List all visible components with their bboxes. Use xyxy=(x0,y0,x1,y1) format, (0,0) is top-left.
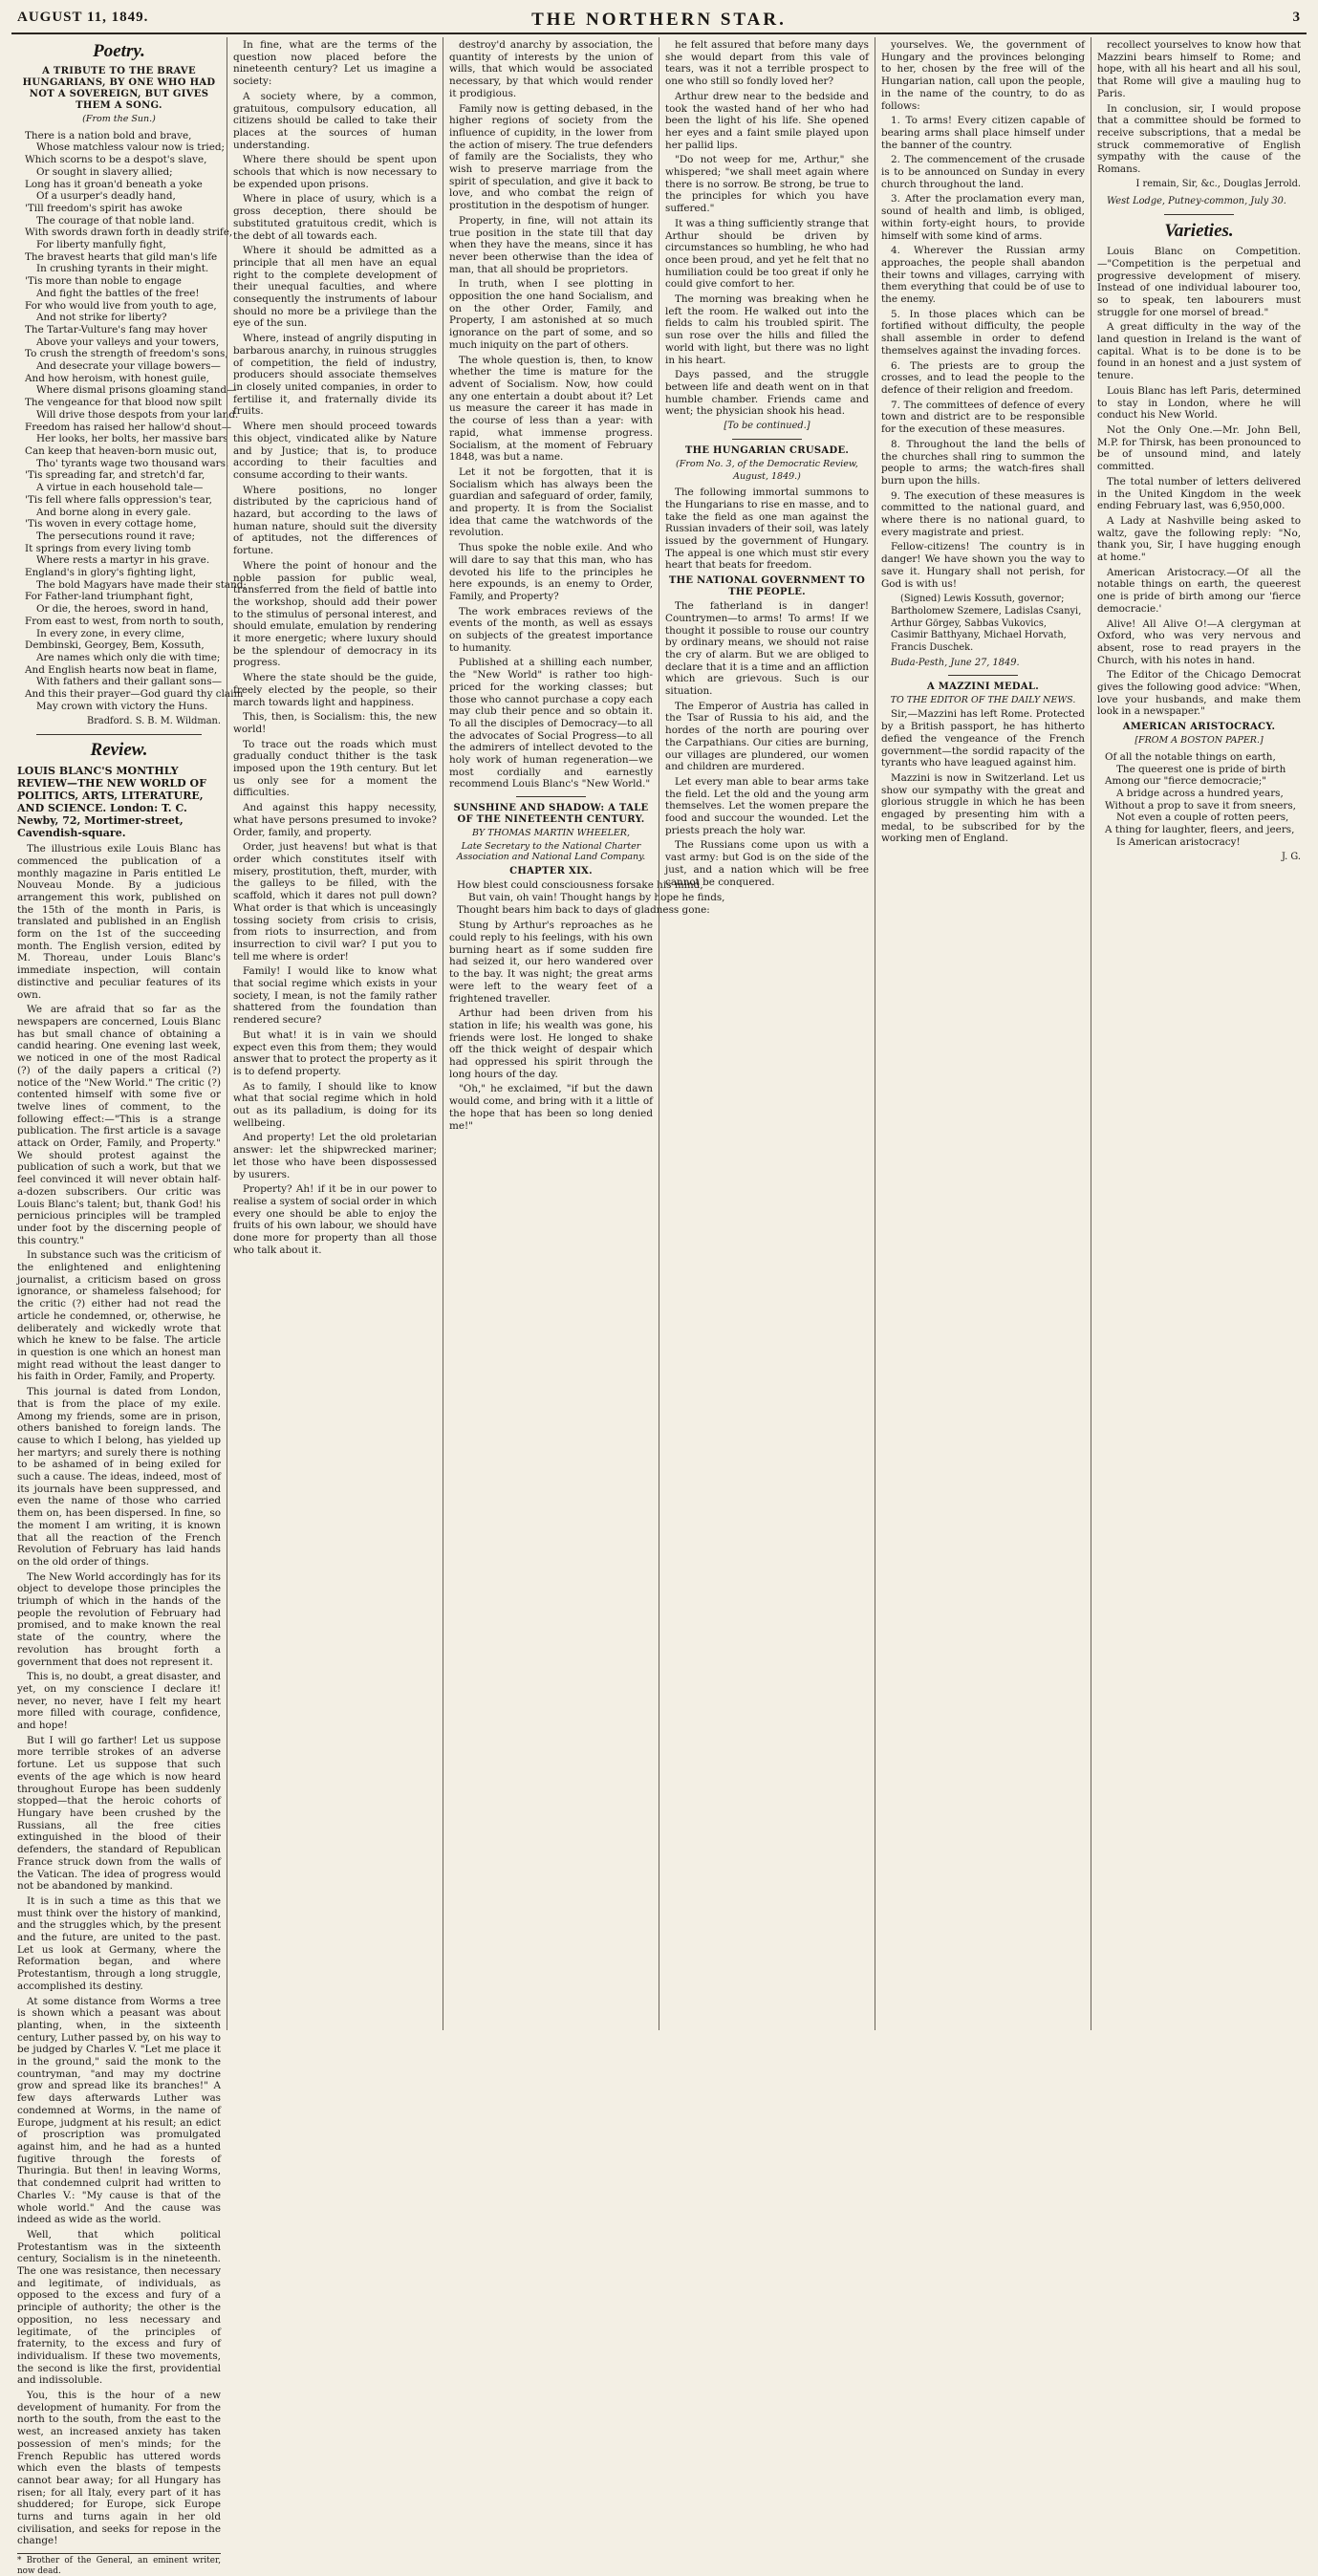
paragraph: Where in place of usury, which is a gross deception, there should be substituted gratuitous credit, which is the debt of all towards each. xyxy=(233,193,437,242)
newspaper-title: THE NORTHERN STAR. xyxy=(531,10,787,30)
proclamation-dateline: Buda-Pesth, June 27, 1849. xyxy=(891,657,1020,668)
poem-line: Which scorns to be a despot's slave, xyxy=(25,154,207,166)
variety-item: Louis Blanc has left Paris, determined to stay in London, where he will conduct his New World. xyxy=(1097,384,1301,422)
varieties-heading: Varieties. xyxy=(1164,221,1234,242)
poem-line: A bridge across a hundred years, xyxy=(1116,787,1284,799)
story-byline-affiliation: Late Secretary to the National Charter Association and National Land Company. xyxy=(456,841,646,863)
paragraph: In fine, what are the terms of the question now placed before the nineteenth century? Let us imagine a society: xyxy=(233,39,437,88)
proclamation-continued xyxy=(881,39,1085,538)
poetry-heading: Poetry. xyxy=(93,41,145,61)
paragraph: As to family, I should like to know what that social regime which in hold out as its palladium, is doing for its wellbeing. xyxy=(233,1080,437,1129)
paragraph: 7. The committees of defence of every town and district are to be responsible for the execution of these measures. xyxy=(881,399,1085,436)
column-6 xyxy=(1091,37,1307,2030)
paragraph: "Oh," he exclaimed, "if but the dawn would come, and bring with it a little of the hope that has been so long denied me!" xyxy=(449,1083,653,1132)
story-body xyxy=(449,920,653,1132)
variety-item: Alive! All Alive O!—A clergyman at Oxford, who was very nervous and absent, rose to read prayers in the Church, with his notes in hand. xyxy=(1097,617,1301,666)
letter-signature: I remain, Sir, &c., Douglas Jerrold. xyxy=(1135,178,1301,189)
paragraph: Let every man able to bear arms take the field. Let the old and the young arm themselves. Let the women prepare the food and succour the wounded. Let the priests preach the holy war. xyxy=(665,775,869,836)
paragraph: Days passed, and the struggle between life and death went on in that humble chamber. Friends came and went; the physician shook his head. xyxy=(665,369,869,418)
review-title: LOUIS BLANC'S MONTHLY REVIEW—THE NEW WORLD OF POLITICS, ARTS, LITERATURE, AND SCIENCE. London: T. C. Newby, 72, Mortimer-street, Cavendish-square. xyxy=(17,765,206,840)
poem-line: 'Tis woven in every cottage home, xyxy=(25,518,197,530)
paragraph: In substance such was the criticism of the enlightened and enlightening journalist, a criticism based on gross ignorance, or shameless falsehood; for the critic (?) either had not read the article he condemned, or, otherwise, he deliberately and wickedly wrote that which he knew to be false. The article in question is one which an honest man might read without the least danger to his faith in Order, Family, and Property. xyxy=(17,1249,221,1383)
epigraph-line: Thought bears him back to days of gladness gone: xyxy=(457,903,710,916)
paragraph: Where, instead of angrily disputing in barbarous anarchy, in ruinous struggles of competition, the field of industry, producers should associate themselves in closely united companies, in order to fertilise it, and fraternally divide its fruits. xyxy=(233,333,437,418)
paragraph: The morning was breaking when he left the room. He walked out into the fields to calm his troubled spirit. The sun rose over the hills and filled the world with light, but there was no light in his heart. xyxy=(665,293,869,366)
poem-line: In every zone, in every clime, xyxy=(36,627,184,639)
paragraph: 9. The execution of these measures is committed to the national guard, and where there is no national guard, to every magistrate and priest. xyxy=(881,489,1085,538)
poem-line: For liberty manfully fight, xyxy=(36,239,166,251)
paragraph: In truth, when I see plotting in opposition the one hand Socialism, and on the other Order, Family, and Property, I am astonished at so much ignorance on the part of some, and so much iniquity on the part of others. xyxy=(449,278,653,351)
paragraph: Family! I would like to know what that social regime which exists in your society, I mean, is not the family rather shattered from the foundation than rendered secure? xyxy=(233,965,437,1027)
poem-line: And English hearts now beat in flame, xyxy=(25,663,218,676)
paragraph: Family now is getting debased, in the higher regions of society from the influence of cupidity, in the lower from the action of misery. The true defenders of family are the Socialists, they who wish to preserve marriage from the spirit of speculation, and give it back to love, and who combat the reign of prostitution in the despotism of hunger. xyxy=(449,102,653,212)
paragraph: At some distance from Worms a tree is shown which a peasant was about planting, when, in the sixteenth century, Luther passed by, on his way to be judged by Charles V. "Let me place it in the ground," said the monk to the countryman, "and may my doctrine grow and spread like its branches!" A few days afterwards Luther was condemned at Worms, in the name of Europe, judgment at his result; an edict of proscription was promulgated against him, and he had as a hunted fugitive through the forests of Thuringia. But then! in leaving Worms, that condemned culprit had written to Charles V.: "My cause is that of the whole world." And the cause was indeed as wide as the world. xyxy=(17,1995,221,2226)
paragraph: You, this is the hour of a new development of humanity. For from the north to the south, from the east to the west, an increased anxiety has taken possession of men's minds; for the French Republic has uttered words which even the blasts of tempests cannot bear away; for all Hungary has risen; for all Italy, every part of it has shuddered; for Europe, sick Europe turns and turns again in her old civilisation, and seeks for repose in the change! xyxy=(17,2390,221,2547)
aristocracy-poem-source: [FROM A BOSTON PAPER.] xyxy=(1134,735,1264,747)
poem-line: Her looks, her bolts, her massive bars xyxy=(36,433,228,445)
paragraph: 5. In those places which can be fortified without difficulty, the people shall assemble in order to defend themselves against the invading forces. xyxy=(881,308,1085,357)
paragraph: This is, no doubt, a great disaster, and yet, on my conscience I declare it! never, no never, have I felt my heart more filled with courage, confidence, and hope! xyxy=(17,1671,221,1732)
paragraph: But what! it is in vain we should expect even this from them; they would answer that to protect the property as it is to defend property. xyxy=(233,1028,437,1077)
government-proclamation-body xyxy=(665,600,869,888)
poem-line: A thing for laughter, fleers, and jeers, xyxy=(1105,824,1295,836)
paragraph: A society where, by a common, gratuitous, compulsory education, all citizens should be called to take their places at the sources of human understanding. xyxy=(233,90,437,151)
story-epigraph xyxy=(457,879,725,916)
paragraph: 2. The commencement of the crusade is to be announced on Sunday in every church throughout the land. xyxy=(881,154,1085,190)
paragraph: destroy'd anarchy by association, the quantity of interests by the union of wills, that which would be associated necessary, by that which would render it prodigious. xyxy=(449,39,653,99)
story-title: SUNSHINE AND SHADOW: A TALE OF THE NINETEENTH CENTURY. xyxy=(453,803,649,826)
paragraph: Order, just heavens! but what is that order which constitutes itself with misery, prostitution, theft, murder, with the galleys to be filled, with the scaffold, which it dares not pull down? What order is that which is unceasingly tossing society from crisis to crisis, from riots to insurrection, and from insurrection to civil war? I put you to tell me where is order! xyxy=(233,841,437,963)
paragraph: It was a thing sufficiently strange that Arthur should be driven by circumstances so humbling, he who had once been proud, and yet he felt that no humiliation could be too great if only he could give comfort to her. xyxy=(665,217,869,291)
signature-line: (Signed) Lewis Kossuth, governor; Bartholomew Szemere, Ladislas Csanyi, Arthur Görgey, Sabbas Vukovics, Casimir Batthyany, Michael Horvath, Francis Duschek. xyxy=(891,594,1082,654)
divider xyxy=(1164,214,1234,215)
divider xyxy=(516,796,586,797)
poem-line: And desecrate your village bowers— xyxy=(36,360,221,373)
variety-item: A great difficulty in the way of the land question in Ireland is the want of capital. What is to be done is to be found in an honest and a just system of tenure. xyxy=(1097,321,1301,382)
review-conclusion xyxy=(449,39,653,790)
poem-line: Long has it groan'd beneath a yoke xyxy=(25,178,203,190)
poem-line: For Father-land triumphant fight, xyxy=(25,591,193,603)
poem-line: A virtue in each household tale— xyxy=(36,482,204,494)
paragraph: The illustrious exile Louis Blanc has commenced the publication of a monthly magazine in Paris entitled Le Nouveau Monde. By a judicious arrangement this work, published on the 15th of the month in Paris, is translated and published in an English form on the 1st of the succeeding month. The English version, edited by M. Thoreau, under Louis Blanc's immediate inspection, will contain distinctive and peculiar features of its own. xyxy=(17,843,221,1001)
paragraph: Let it not be forgotten, that it is Socialism which has always been the guardian and safeguard of order, family, and property. It is from the Socialist idea that came the watchwords of the revolution. xyxy=(449,465,653,539)
paragraph: The work embraces reviews of the events of the month, as well as essays on subjects of the greatest importance to humanity. xyxy=(449,605,653,654)
poem-line: And fight the battles of the free! xyxy=(36,287,200,299)
variety-item: A Lady at Nashville being asked to waltz, gave the following reply: "No, thank you, Sir, I have hugging enough at home." xyxy=(1097,514,1301,564)
poem-line: Are names which only die with time; xyxy=(36,651,221,663)
crusade-source: (From No. 3, of the Democratic Review, August, 1849.) xyxy=(676,458,858,482)
story-chapter: CHAPTER XIX. xyxy=(509,866,593,877)
poem-line: The Tartar-Vulture's fang may hover xyxy=(25,323,207,336)
poem-line: For who would live from youth to age, xyxy=(25,299,217,312)
paragraph: 8. Throughout the land the bells of the churches shall ring to summon the people to arms; the watch-fires shall burn upon the hills. xyxy=(881,438,1085,487)
poem-signature: Bradford. S. B. M. Wildman. xyxy=(87,716,221,727)
poem-line: May crown with victory the Huns. xyxy=(36,700,208,712)
poem-line: It springs from every living tomb xyxy=(25,542,191,554)
paragraph: he felt assured that before many days she would depart from this vale of tears, was it not a terrible prospect to one who still so fondly loved her? xyxy=(665,39,869,88)
poem-line: 'Till freedom's spirit has awoke xyxy=(25,202,183,214)
paragraph: 6. The priests are to group the crosses, and to lead the people to the defence of their religion and freedom. xyxy=(881,359,1085,396)
epigraph-line: But vain, oh vain! Thought hangs by hope he finds, xyxy=(468,891,725,903)
mazzini-letter xyxy=(881,708,1085,845)
paragraph: In conclusion, sir, I would propose that a committee should be formed to receive subscriptions, that a medal be struck commemorative of English sympathy with the cause of the Romans. xyxy=(1097,102,1301,176)
paragraph: The fatherland is in danger! Countrymen—to arms! To arms! If we thought it possible to rouse our country by ordinary means, we should not raise the cry of alarm. But we are obliged to declare that it is a time and an affliction which are grievous. Such is our situation. xyxy=(665,600,869,698)
poem-line: Without a prop to save it from sneers, xyxy=(1105,799,1296,812)
poem-source: (From the Sun.) xyxy=(82,114,156,124)
poem-line: Will drive those despots from your land. xyxy=(36,408,239,421)
divider xyxy=(732,439,802,440)
review-continued xyxy=(233,39,437,1257)
poem-line: The persecutions round it rave; xyxy=(36,530,195,542)
poem-line: With fathers and their gallant sons— xyxy=(36,676,222,688)
poem-line: Of a usurper's deadly hand, xyxy=(36,190,176,203)
poem-line: Tho' tyrants wage two thousand wars. xyxy=(36,457,229,469)
paragraph: yourselves. We, the government of Hungary and the provinces belonging to her, chosen by the free will of the Hungarian nation, call upon the people, in the name of the country, to do as follows: xyxy=(881,39,1085,112)
paragraph: Where it should be admitted as a principle that all men have an equal right to the complete development of their unequal faculties, and where consequently the instruments of labour should no more be a privilege than the eye of the sun. xyxy=(233,245,437,330)
column-3 xyxy=(443,37,725,2030)
paragraph: We are afraid that so far as the newspapers are concerned, Louis Blanc has but small chance of obtaining a candid hearing. One evening last week, we noticed in one of the most Radical (?) of the daily papers a critical (?) notice of the "New World." The critic (?) contented himself with some five or twelve lines of comment, to the following effect:—"This is a strange publication. The first article is a savage attack on Order, Family, and Property." We should protest against the publication of such a work, but that we feel convinced it will never obtain half-a-dozen subscribers. Our critic was Louis Blanc's talent; but, thank God! his pernicious principles will be trampled under foot by the discerning people of this country." xyxy=(17,1004,221,1246)
paragraph: Sir,—Mazzini has left Rome. Protected by a British passport, he has hitherto defied the vengeance of the French government—the sordid rapacity of the tyrants who have leagued against him. xyxy=(881,708,1085,769)
poem-line: And how heroism, with honest guile, xyxy=(25,372,209,384)
proclamation-closing: Fellow-citizens! The country is in danger! We have shown you the way to save it. Hungary shall not perish, for God is with us! xyxy=(881,541,1085,590)
varieties-list xyxy=(1097,246,1301,718)
poem-line: Of all the notable things on earth, xyxy=(1105,750,1276,763)
divider xyxy=(948,675,1018,676)
poem-line: 'Tis spreading far, and stretch'd far, xyxy=(25,469,205,482)
paragraph: The whole question is, then, to know whether the time is mature for the advent of Socialism. Now, how could any one entertain a doubt about it? Let us measure the career it has made in the course of less than a year: with rapid, what immense progress. Socialism, at the moment of February 1848, was but a name. xyxy=(449,354,653,464)
paragraph: "Do not weep for me, Arthur," she whispered; "we shall meet again where there is no sorrow. Be strong, be true to the principles for which you have suffered." xyxy=(665,154,869,215)
variety-item: Louis Blanc on Competition.—"Competition is the perpetual and progressive development of misery. Instead of one individual labourer too, so to speak, ten labourers must struggle for one morsel of bread." xyxy=(1097,246,1301,318)
poem-line: England's in glory's fighting light, xyxy=(25,567,197,579)
variety-item: The total number of letters delivered in the United Kingdom in the week ending February last, was 6,950,000. xyxy=(1097,475,1301,512)
poem-line: There is a nation bold and brave, xyxy=(25,129,192,141)
masthead xyxy=(11,6,1307,34)
paragraph: Where the point of honour and the noble passion for public weal, transferred from the field of battle into the workshop, should add their power to the stimulus of personal interest, and should emulate, emulation by rendering it more energetic; where luxury should be the splendour of democracy in its progress. xyxy=(233,559,437,669)
epigraph-line: How blest could consciousness forsake his mind, xyxy=(457,879,703,892)
poem-line: The bravest hearts that gild man's life xyxy=(25,250,218,263)
poem-line: The bold Magyars have made their stand; xyxy=(36,578,247,591)
poem-line: 'Tis more than noble to engage xyxy=(25,275,182,288)
poem-line: Among our "fierce democracie;" xyxy=(1105,775,1267,788)
paragraph: 4. Wherever the Russian army approaches, the people shall abandon their towns and villages, carrying with them everything that could be of use to the enemy. xyxy=(881,245,1085,306)
poem-line: Can keep that heaven-born music out, xyxy=(25,444,218,457)
column-4 xyxy=(659,37,875,2030)
paragraph: This, then, is Socialism: this, the new world! xyxy=(233,711,437,735)
paragraph: Where the state should be the guide, freely elected by the people, so their march towards light and happiness. xyxy=(233,672,437,708)
poem-line: Above your valleys and your towers, xyxy=(36,336,220,348)
paragraph: Property? Ah! if it be in our power to realise a system of social order in which every one should be able to enjoy the fruits of his own labour, we should have done more for property than all those who talk about it. xyxy=(233,1183,437,1256)
paragraph: The New World accordingly has for its object to develope those principles the triumph of which in the hands of the people the revolution of February had promised, and to make known the real state of the country, where the revolution has brought forth a government that does not represent it. xyxy=(17,1570,221,1668)
divider xyxy=(36,734,202,735)
paragraph: Arthur drew near to the bedside and took the wasted hand of her who had been the light of his life. She opened her eyes and a faint smile played upon her pallid lips. xyxy=(665,90,869,151)
paragraph: recollect yourselves to know how that Mazzini bears himself to Rome; and hope, with all his heart and all his soul, that Rome will give a mauling hug to Paris. xyxy=(1097,39,1301,99)
paragraph: It is in such a time as this that we must think over the history of mankind, and the struggles which, by the present and the future, are united to the past. Let us look at Germany, where the Reformation began, and where Protestantism, through a long struggle, accomplished its destiny. xyxy=(17,1894,221,1992)
paragraph: Where there should be spent upon schools that which is now necessary to be expended upon prisons. xyxy=(233,154,437,190)
paragraph: Published at a shilling each number, the "New World" is rather too high-priced for the working classes; but those who cannot purchase a copy each may club their pence and so obtain it. To all the disciples of Democracy—to all the advocates of Social Progress—to all the admirers of intellect devoted to the holy work of human regeneration—we most cordially and earnestly recommend Louis Blanc's "New World." xyxy=(449,657,653,790)
aristocracy-poem-title: AMERICAN ARISTOCRACY. xyxy=(1122,722,1276,733)
paragraph: This journal is dated from London, that is from the place of my exile. Among my friends, some are in prison, others banished to foreign lands. The cause to which I belong, has yielded up her martyrs; and surely there is nothing to be ashamed of in being exiled for such a cause. The ideas, indeed, most of its journals have been suppressed, and even the name of those who carried them on, has been dispersed. In fine, so the moment I am writing, it is known that all the reaction of the French Revolution of February has laid hands on the old order of things. xyxy=(17,1386,221,1568)
government-proclamation-title: THE NATIONAL GOVERNMENT TO THE PEOPLE. xyxy=(668,575,866,598)
paragraph: Arthur had been driven from his station in life; his wealth was gone, his friends were lost. He longed to shake off the thick weight of despair which had oppressed his spirit through the long hours of the day. xyxy=(449,1007,653,1080)
poem-line: And not strike for liberty? xyxy=(36,312,167,324)
paragraph: And against this happy necessity, what have persons presumed to invoke? Order, family, and property. xyxy=(233,802,437,838)
letter-place: West Lodge, Putney-common, July 30. xyxy=(1107,196,1286,207)
paragraph: Where positions, no longer distributed by the capricious hand of hazard, but according to the laws of human nature, should suit the diversity of aptitudes, not the differences of fortune. xyxy=(233,484,437,557)
paragraph: The Emperor of Austria has called in the Tsar of Russia to his aid, and the hordes of the north are pouring over the Carpathians. Our cities are burning, our villages are plundered, our women and children are murdered. xyxy=(665,700,869,773)
poem xyxy=(25,129,247,713)
crusade-title: THE HUNGARIAN CRUSADE. xyxy=(684,444,850,456)
poem-line: To crush the strength of freedom's sons, xyxy=(25,348,228,360)
poem-line: Or die, the heroes, sword in hand, xyxy=(36,603,209,616)
poem-line: From east to west, from north to south, xyxy=(25,615,225,627)
poem-line: Whose matchless valour now is tried; xyxy=(36,141,226,154)
variety-item: American Aristocracy.—Of all the notable things on earth, the queerest one is pride of birth among our 'fierce democracie.' xyxy=(1097,566,1301,615)
story-continued xyxy=(665,39,869,418)
paragraph: Mazzini is now in Switzerland. Let us show our sympathy with the great and glorious struggle in which he has been engaged by presenting him with a medal, to be subscribed for by the working men of England. xyxy=(881,771,1085,845)
paragraph: Property, in fine, will not attain its true position in the state till that day when they have the means, since it has never been otherwise than the idea of man, that all should be proprietors. xyxy=(449,214,653,275)
paragraph: Stung by Arthur's reproaches as he could reply to his feelings, with his own burning heart as if some sudden fire had seized it, our hero wandered over to the bay. It was night; the great arms were left to the weary feet of a frightened traveller. xyxy=(449,920,653,1005)
review-heading: Review. xyxy=(90,740,148,761)
aristocracy-poem xyxy=(1105,751,1301,849)
poem-line: And this their prayer—God guard thy claim xyxy=(25,688,244,701)
poem-line: Freedom has raised her hallow'd shout— xyxy=(25,421,232,433)
poem-line: The vengeance for that blood now spilt xyxy=(25,397,223,409)
aristocracy-poem-signature: J. G. xyxy=(1282,852,1301,863)
poem-line: 'Tis fell where falls oppression's tear, xyxy=(25,493,212,506)
poem-line: The courage of that noble land. xyxy=(36,214,195,227)
columns xyxy=(11,37,1307,2576)
paragraph: But I will go farther! Let us suppose more terrible strokes of an adverse fortune. Let us suppose that such events of the age which is now heard throughout Europe has been suddenly stopped—that the heroic cohorts of Hungary have been crushed by the Russians, all the free cities extinguished in the blood of their defenders, the standard of Republican France struck down from the walls of the Vatican. The idea of progress would not be abandoned by mankind. xyxy=(17,1734,221,1893)
poem-line: And borne along in every gale. xyxy=(36,506,191,518)
poem-line: The queerest one is pride of birth xyxy=(1116,763,1286,775)
column-1 xyxy=(11,37,247,2576)
paragraph: To trace out the roads which must gradually conduct thither is the task imposed upon the 19th century. But let us only see for a moment the difficulties. xyxy=(233,738,437,799)
letter-continued xyxy=(1097,39,1301,176)
story-byline: BY THOMAS MARTIN WHEELER, xyxy=(472,828,630,839)
poem-line: Where dismal prisons gloaming stand— xyxy=(36,384,237,397)
paragraph: The following immortal summons to the Hungarians to rise en masse, and to take the field as one man against the Russian invaders of their soil, was lately issued by the government of Hungary. The appeal is one which must stir every heart that beats for freedom. xyxy=(665,487,869,572)
paragraph: Thus spoke the noble exile. And who will dare to say that this man, who has devoted his life to the principles he here expounds, is an enemy to Order, Family, and Property? xyxy=(449,542,653,602)
review-body xyxy=(17,843,221,2547)
footnote: * Brother of the General, an eminent writer, now dead. xyxy=(17,2553,221,2576)
column-2 xyxy=(227,37,443,2030)
mazzini-title: A MAZZINI MEDAL. xyxy=(926,682,1040,693)
column-5 xyxy=(875,37,1091,2030)
paragraph: 1. To arms! Every citizen capable of bearing arms shall place himself under the banner of the country. xyxy=(881,115,1085,151)
variety-item: The Editor of the Chicago Democrat gives the following good advice: "When, love your husbands, and make them look in a newspaper." xyxy=(1097,669,1301,718)
issue-date: AUGUST 11, 1849. xyxy=(17,10,149,25)
paragraph: Well, that which political Protestantism was in the sixteenth century, Socialism is in the nineteenth. The one was resistance, then necessary and legitimate, of individuals, as opposed to the excess and fury of a principle of authority; the other is the opposition, no less necessary and legitimate, of the principles of fraternity, to the excess and fury of individualism. If these two movements, the second is like the first, providential and indissoluble. xyxy=(17,2228,221,2387)
proclamation-signatures xyxy=(891,594,1085,655)
mazzini-addressee: TO THE EDITOR OF THE DAILY NEWS. xyxy=(890,695,1076,706)
poem-line: Or sought in slavery allied; xyxy=(36,165,173,178)
paragraph: 3. After the proclamation every man, sound of health and limb, is obliged, within forty-eight hours, to provide himself with some kind of arms. xyxy=(881,193,1085,242)
poem-title: A TRIBUTE TO THE BRAVE HUNGARIANS, BY ONE WHO HAD NOT A SOVEREIGN, BUT GIVES THEM A SONG. xyxy=(22,66,216,111)
poem-line: In crushing tyrants in their might. xyxy=(36,263,209,275)
poem-line: Where rests a martyr in his grave. xyxy=(36,554,210,567)
paragraph: The Russians come upon us with a vast army: but God is on the side of the just, and a nation which will be free cannot be conquered. xyxy=(665,839,869,888)
crusade-body xyxy=(665,487,869,572)
poem-line: With swords drawn forth in deadly strife, xyxy=(25,227,233,239)
paragraph: Where men should proceed towards this object, vindicated alike by Nature and by Justice; that is, to produce according to their faculties and consume according to their wants. xyxy=(233,421,437,481)
paragraph: And property! Let the old proletarian answer: let the shipwrecked mariner; let those who have been dispossessed by usurers. xyxy=(233,1132,437,1180)
poem-line: Is American aristocracy! xyxy=(1116,835,1241,848)
poem-line: Dembinski, Georgey, Bem, Kossuth, xyxy=(25,639,205,652)
variety-item: Not the Only One.—Mr. John Bell, M.P. for Thirsk, has been pronounced to be of unsound mind, and lately committed. xyxy=(1097,423,1301,473)
page-number: 3 xyxy=(1292,10,1301,25)
to-be-continued: [To be continued.] xyxy=(724,421,810,432)
poem-line: Not even a couple of rotten peers, xyxy=(1116,812,1289,824)
